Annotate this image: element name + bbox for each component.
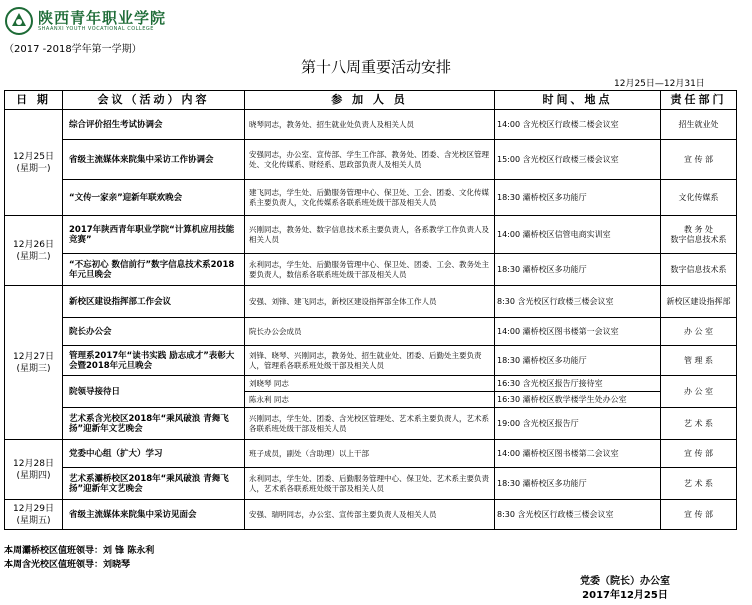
- dept-cell: 宣 传 部: [661, 440, 737, 468]
- time-place-cell: 18:30 灞桥校区多功能厅: [495, 254, 661, 286]
- logo-english-name: SHAANXI YOUTH VOCATIONAL COLLEGE: [38, 25, 154, 32]
- time-place-cell: 16:30 灞桥校区教学楼学生处办公室: [495, 392, 661, 408]
- activity-cell: 院长办公会: [63, 318, 245, 346]
- activity-cell: 管理系2017年“读书实践 励志成才”表彰大会暨2018年元旦晚会: [63, 346, 245, 376]
- activity-cell: 艺术系含光校区2018年“乘风破浪 青舞飞扬”迎新年文艺晚会: [63, 408, 245, 440]
- dept-cell: 教 务 处 数字信息技术系: [661, 216, 737, 254]
- table-row: [5, 216, 737, 254]
- time-place-cell: 14:00 灞桥校区图书楼第一会议室: [495, 318, 661, 346]
- time-place-cell: 19:00 含光校区报告厅: [495, 408, 661, 440]
- dept-cell: 宣 传 部: [661, 140, 737, 180]
- time-place-cell: 14:00 灞桥校区信管电商实训室: [495, 216, 661, 254]
- logo-chinese-name: 陕西青年职业学院: [38, 8, 167, 27]
- week-date-range: 12月25日—12月31日: [614, 79, 705, 89]
- day-cell: 12月25日 (星期一): [5, 110, 63, 216]
- table-row: [5, 500, 737, 530]
- activity-cell: 党委中心组（扩大）学习: [63, 440, 245, 468]
- participants-cell: 永利同志，学生处、团委、后勤服务管理中心、保卫处、艺术系主要负责人，艺术系各联系班处级干部及相关人员: [245, 468, 495, 500]
- college-emblem-icon: [4, 6, 34, 36]
- activity-cell: 综合评价招生考试协调会: [63, 110, 245, 140]
- time-place-cell: 18:30 灞桥校区多功能厅: [495, 346, 661, 376]
- participants-cell: 陈永利 同志: [245, 392, 495, 408]
- col-header-time-place: 时间、地点: [495, 91, 661, 110]
- dept-cell: 宣 传 部: [661, 500, 737, 530]
- dept-cell: 新校区建设指挥部: [661, 286, 737, 318]
- activity-cell: 省级主流媒体来院集中采访工作协调会: [63, 140, 245, 180]
- table-row: [5, 408, 737, 440]
- dept-cell: 艺 术 系: [661, 468, 737, 500]
- hanguang-duty-leader: 本周含光校区值班领导：刘晓琴: [4, 560, 131, 570]
- activity-cell: 院领导接待日: [63, 376, 245, 408]
- time-place-cell: 18:30 灞桥校区多功能厅: [495, 468, 661, 500]
- time-place-cell: 14:00 灞桥校区图书楼第二会议室: [495, 440, 661, 468]
- participants-cell: 晓琴同志，教务处、招生就业处负责人及相关人员: [245, 110, 495, 140]
- table-row: [5, 468, 737, 500]
- time-place-cell: 14:00 含光校区行政楼二楼会议室: [495, 110, 661, 140]
- baqiao-duty-leaders: 本周灞桥校区值班领导：刘 锋 陈永利: [4, 546, 155, 556]
- activity-cell: 艺术系灞桥校区2018年“乘风破浪 青舞飞扬”迎新年文艺晚会: [63, 468, 245, 500]
- dept-cell: 数字信息技术系: [661, 254, 737, 286]
- participants-cell: 刘锋、晓琴、兴刚同志，教务处、招生就业处、团委、后勤处主要负责人，管理系各联系班处级干部及相关人员: [245, 346, 495, 376]
- col-header-dept: 责任部门: [661, 91, 737, 110]
- table-row: [5, 110, 737, 140]
- signing-date: 2017年12月25日: [582, 590, 668, 601]
- participants-cell: 安强、刘锋、建飞同志，新校区建设指挥部全体工作人员: [245, 286, 495, 318]
- participants-cell: 兴刚同志，教务处、数字信息技术系主要负责人，各系教学工作负责人及相关人员: [245, 216, 495, 254]
- participants-cell: 安强同志，办公室、宣传部、学生工作部、教务处、团委、含光校区管理处、文化传媒系、财经系、思政部负责人及相关人员: [245, 140, 495, 180]
- college-logo: [4, 4, 166, 38]
- signing-office: 党委（院长）办公室: [580, 576, 670, 587]
- col-header-participants: 参 加 人 员: [245, 91, 495, 110]
- activity-cell: 新校区建设指挥部工作会议: [63, 286, 245, 318]
- table-row: [5, 318, 737, 346]
- participants-cell: 班子成员，副处（含助理）以上干部: [245, 440, 495, 468]
- dept-cell: 管 理 系: [661, 346, 737, 376]
- participants-cell: 安强、瑞明同志，办公室、宣传部主要负责人及相关人员: [245, 500, 495, 530]
- day-cell: 12月27日 (星期三): [5, 286, 63, 440]
- participants-cell: 建飞同志，学生处、后勤服务管理中心、保卫处、工会、团委、文化传媒系主要负责人，文化传媒系各联系班处级干部及相关人员: [245, 180, 495, 216]
- dept-cell: 艺 术 系: [661, 408, 737, 440]
- table-row: [5, 286, 737, 318]
- table-row: [5, 346, 737, 376]
- semester-label: （2017 -2018学年第一学期）: [4, 44, 142, 55]
- table-row: [5, 140, 737, 180]
- participants-cell: 院长办公会成员: [245, 318, 495, 346]
- page-title: 第十八周重要活动安排: [300, 58, 451, 76]
- activity-cell: “文传一家亲”迎新年联欢晚会: [63, 180, 245, 216]
- participants-cell: 永利同志，学生处、后勤服务管理中心、保卫处、团委、工会、教务处主要负责人，数信系各联系班处级干部及相关人员: [245, 254, 495, 286]
- activity-cell: 省级主流媒体来院集中采访见面会: [63, 500, 245, 530]
- day-cell: 12月26日 (星期二): [5, 216, 63, 286]
- dept-cell: 办 公 室: [661, 376, 737, 408]
- time-place-cell: 15:00 含光校区行政楼三楼会议室: [495, 140, 661, 180]
- dept-cell: 文化传媒系: [661, 180, 737, 216]
- dept-cell: 办 公 室: [661, 318, 737, 346]
- time-place-cell: 18:30 灞桥校区多功能厅: [495, 180, 661, 216]
- table-row: [5, 376, 737, 392]
- time-place-cell: 8:30 含光校区行政楼三楼会议室: [495, 500, 661, 530]
- table-row: [5, 440, 737, 468]
- participants-cell: 刘晓琴 同志: [245, 376, 495, 392]
- table-row: [5, 254, 737, 286]
- time-place-cell: 8:30 含光校区行政楼三楼会议室: [495, 286, 661, 318]
- col-header-date: 日 期: [5, 91, 63, 110]
- activity-cell: 2017年陕西青年职业学院“计算机应用技能竞赛”: [63, 216, 245, 254]
- day-cell: 12月28日 (星期四): [5, 440, 63, 500]
- time-place-cell: 16:30 含光校区报告厅接待室: [495, 376, 661, 392]
- table-row: [5, 180, 737, 216]
- dept-cell: 招生就业处: [661, 110, 737, 140]
- table-header-row: [5, 91, 737, 110]
- participants-cell: 兴刚同志，学生处、团委、含光校区管理处、艺术系主要负责人，艺术系各联系班处级干部及相关人员: [245, 408, 495, 440]
- schedule-table: [4, 90, 737, 530]
- day-cell: 12月29日 (星期五): [5, 500, 63, 530]
- col-header-activity: 会议（活动）内容: [63, 91, 245, 110]
- activity-cell: “不忘初心 数信前行”数字信息技术系2018年元旦晚会: [63, 254, 245, 286]
